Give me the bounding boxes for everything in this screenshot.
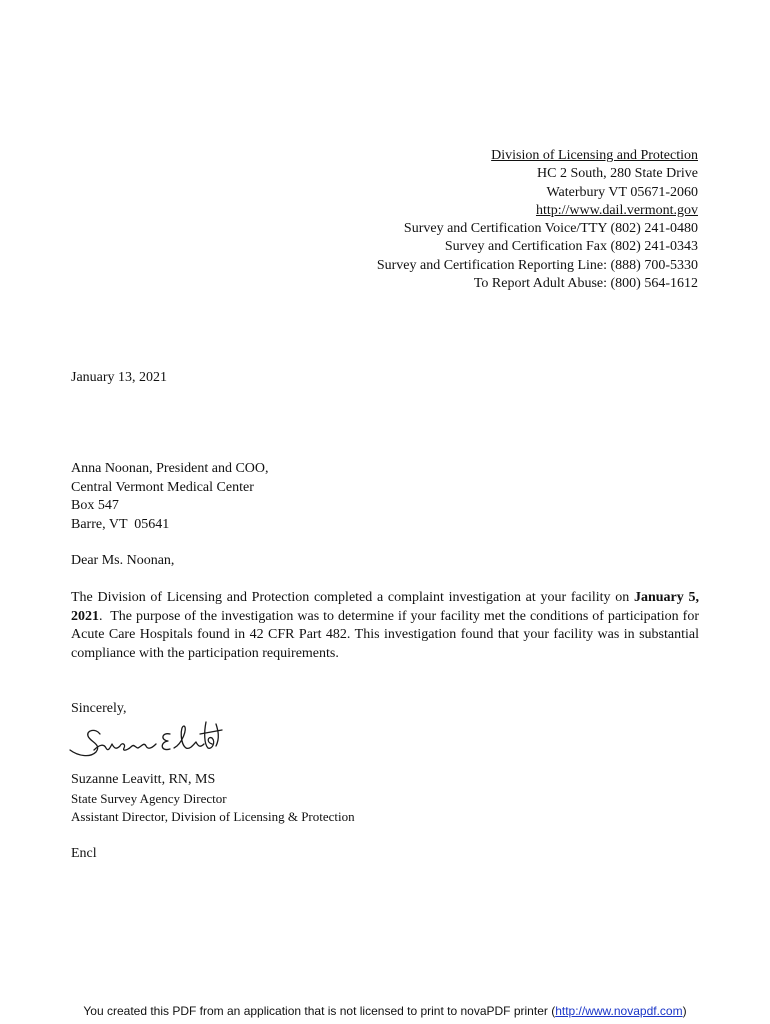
signer-name: Suzanne Leavitt, RN, MS [71,772,216,787]
recipient-org: Central Vermont Medical Center [71,479,254,495]
recipient-city: Barre, VT 05641 [71,516,170,532]
letterhead-website-link[interactable]: http://www.dail.vermont.gov [535,202,698,218]
body-text-part-1: The Division of Licensing and Protection completed a complaint investigation at your facility on [71,590,634,605]
printer-footer [0,1004,770,1018]
salutation: Dear Ms. Noonan, [71,553,175,568]
enclosure-note: Encl [71,846,97,861]
investigation-date: January 5, 2021 [71,590,699,624]
signer-title-1: State Survey Agency Director [71,791,227,806]
footer-text-end: ) [682,1004,687,1018]
letterhead [278,147,698,293]
handwritten-signature [66,714,231,764]
footer-link[interactable]: http://www.novapdf.com [555,1004,683,1018]
recipient-name-title: Anna Noonan, President and COO, [71,461,269,476]
footer-text: You created this PDF from an application that is not licensed to print to novaPDF printer ( [83,1004,556,1018]
recipient-address [71,460,269,534]
letterhead-abuse-line: To Report Adult Abuse: (800) 564-1612 [473,276,698,292]
letterhead-voice-phone: Survey and Certification Voice/TTY (802) 241-0480 [403,221,698,237]
signer-title-2: Assistant Director, Division of Licensing & Protection [71,809,355,824]
closing: Sincerely, [71,701,127,716]
letterhead-fax: Survey and Certification Fax (802) 241-0343 [444,239,698,255]
body-paragraph [71,589,703,663]
recipient-box: Box 547 [71,498,119,513]
letterhead-org: Division of Licensing and Protection [491,148,698,163]
letterhead-reporting-line: Survey and Certification Reporting Line: (888) 700-5330 [376,257,698,273]
letter-date: January 13, 2021 [71,370,168,385]
letterhead-address-line-2: Waterbury VT 05671-2060 [546,184,698,200]
letterhead-address-line-1: HC 2 South, 280 State Drive [537,166,698,182]
body-text-part-2: . The purpose of the investigation was to determine if your facility met the conditions of participation for Acute Care Hospitals found in 42 CFR Part 482. This investigation found that your facility was in substantial compliance with the participation requirements. [71,608,703,661]
